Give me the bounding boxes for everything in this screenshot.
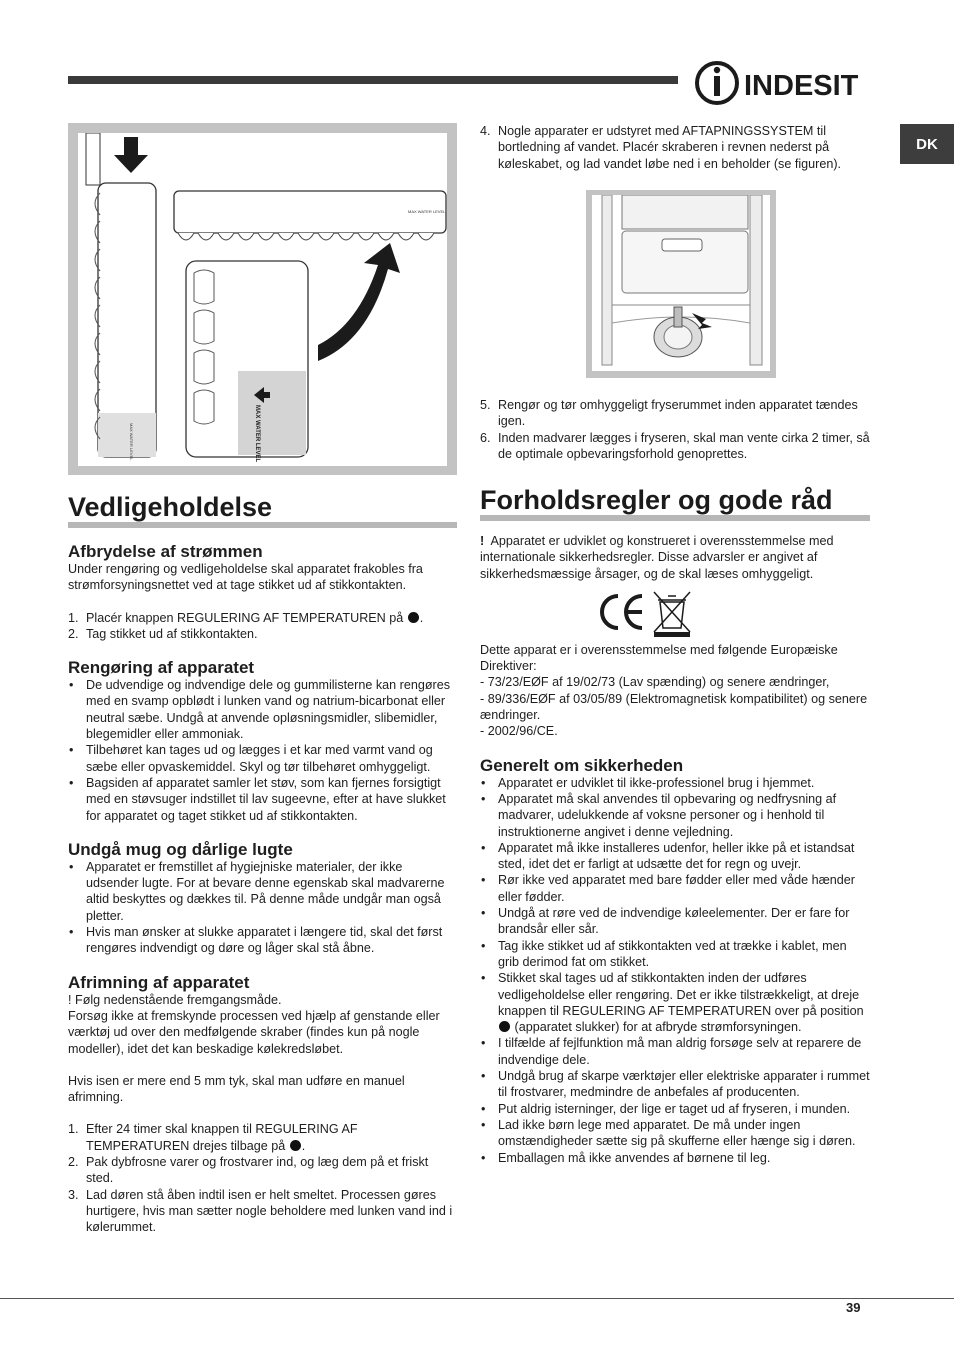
list-item: • Undgå at røre ved de indvendige køleelementer. Der er fare for brandsår eller sår. xyxy=(480,905,870,938)
off-position-icon xyxy=(499,1021,510,1032)
right-steps-5-6 xyxy=(480,397,870,462)
list-defrost-steps xyxy=(68,1121,457,1235)
svg-text:INDESIT: INDESIT xyxy=(744,70,859,102)
svg-text:MAX WATER LEVEL: MAX WATER LEVEL xyxy=(254,405,260,463)
list-general-safety xyxy=(480,775,870,1166)
list-item: • Lad ikke børn lege med apparatet. De må under ingen omstændigheder sætte sig på skufferne eller hænge sig i døren. xyxy=(480,1117,870,1150)
list-item: 5. Rengør og tør omhyggeligt fryserummet inden apparatet tændes igen. xyxy=(480,398,858,429)
heading-general-safety: Generelt om sikkerheden xyxy=(480,755,684,775)
section-title-precautions: Forholdsregler og gode råd xyxy=(480,485,870,521)
ce-weee-marks-icon xyxy=(592,588,702,638)
off-position-icon xyxy=(290,1140,301,1151)
drainage-illustration xyxy=(592,195,770,371)
list-item: • Hvis man ønsker at slukke apparatet i længere tid, skal det først rengøres indvendigt og døre og låger skal stå åbne. xyxy=(68,924,457,957)
figure-ice-tray xyxy=(68,123,457,475)
list-item: 2. Tag stikket ud af stikkontakten. xyxy=(68,626,258,641)
list-mould xyxy=(68,859,457,957)
list-item: • Apparatet er udviklet til ikke-professionel brug i hjemmet. xyxy=(480,775,870,791)
list-item: 1. Efter 24 timer skal knappen til REGULERING AF TEMPERATUREN drejes tilbage på . xyxy=(68,1122,358,1153)
ice-tray-illustration xyxy=(78,133,447,466)
list-item: • Apparatet må ikke installeres udenfor, heller ikke på et istandsat sted, idet det er farligt at udsætte det for regn og uvejr. xyxy=(480,840,870,873)
list-item: • Undgå brug af skarpe værktøjer eller elektriske apparater i rummet til frostvarer, medmindre de anbefales af producenten. xyxy=(480,1068,870,1101)
page-number: 39 xyxy=(846,1300,861,1315)
list-item: • Put aldrig isterninger, der lige er taget ud af fryseren, i munden. xyxy=(480,1101,870,1117)
list-item: • Rør ikke ved apparatet med bare fødder eller med våde hænder eller fødder. xyxy=(480,872,870,905)
list-item: • De udvendige og indvendige dele og gummilisterne kan rengøres med en svamp opblødt i lunken vand og natrium-bicarbonat eller neutral sæbe. Undgå at anvende opløsningsmidler, slibemidler, blegemidler eller ammoniak. xyxy=(68,677,457,742)
list-item: • Apparatet må skal anvendes til opbevaring og nedfrysning af madvarer, udelukkende af voksne personer og i henhold til instruktionerne angivet i denne vejledning. xyxy=(480,791,870,840)
list-item: • Emballagen må ikke anvendes af børnene til leg. xyxy=(480,1150,870,1166)
paragraph-directive: - 2002/96/CE. xyxy=(480,724,558,739)
list-item: 1. Placér knappen REGULERING AF TEMPERATUREN på . xyxy=(68,610,424,625)
paragraph-directive: - 89/336/EØF af 03/05/89 (Elektromagnetisk kompatibilitet) og senere ændringer. xyxy=(480,691,868,723)
list-item: 4. Nogle apparater er udstyret med AFTAPNINGSSYSTEM til bortledning af vandet. Placér skraberen i revnen nederst på køleskabet, og lad vandet løbe ned i en beholder (se figuren). xyxy=(480,124,842,171)
left-column xyxy=(68,492,457,1236)
right-column-precautions xyxy=(480,485,870,1166)
heading-cleaning: Rengøring af apparatet xyxy=(68,658,255,678)
paragraph-defrost-warning: Forsøg ikke at fremskynde processen ved hjælp af genstande eller værktøj ud over den medfølgende skraber (findes kun på nogle modeller), idet det kan beskadige kølekredsløbet. xyxy=(68,1008,440,1056)
off-position-icon xyxy=(408,612,419,623)
paragraph-power-off: Under rengøring og vedligeholdelse skal apparatet frakobles fra strømforsyningsnettet ved at tage stikket ud af stikkontakten. xyxy=(68,562,423,593)
language-tab: DK xyxy=(900,124,954,164)
list-power-off xyxy=(68,610,457,643)
right-step-4 xyxy=(480,123,870,172)
heading-defrost: Afrimning af apparatet xyxy=(68,972,250,992)
svg-text:MAX WATER LEVEL: MAX WATER LEVEL xyxy=(408,209,446,214)
list-item: • I tilfælde af fejlfunktion må man aldrig forsøge selv at reparere de indvendige dele. xyxy=(480,1035,870,1068)
list-item: 3. Lad døren stå åben indtil isen er helt smeltet. Processen gøres hurtigere, hvis man sætter nogle beholdere med lunken vand ind i kølerummet. xyxy=(68,1187,453,1235)
section-title-maintenance: Vedligeholdelse xyxy=(68,492,457,528)
list-item: • Stikket skal tages ud af stikkontakten inden der udføres vedligeholdelse eller rengøring. Det er ikke tilstrækkeligt, at dreje knappen til REGULERING AF TEMPERATUREN over på position (apparatet slukker) for at afbryde strømforsyningen. xyxy=(480,970,870,1035)
list-item: • Tilbehøret kan tages ud og lægges i et kar med varmt vand og sæbe eller opvaskemiddel. Skyl og tør tilbehøret omhyggeligt. xyxy=(68,742,457,775)
header-rule xyxy=(68,76,678,84)
paragraph-directives: Dette apparat er i overensstemmelse med følgende Europæiske Direktiver: xyxy=(480,642,838,674)
heading-power-off: Afbrydelse af strømmen xyxy=(68,542,263,561)
list-item: • Bagsiden af apparatet samler let støv, som kan fjernes forsigtigt med en støvsuger indstillet til lav sugeevne, efter at have slukket for apparatet og taget stikket ud af stikkontakten. xyxy=(68,775,457,824)
paragraph-directive: - 73/23/EØF af 19/02/73 (Lav spænding) og senere ændringer, xyxy=(480,675,830,690)
paragraph-precautions-intro: ! Apparatet er udviklet og konstrueret i overensstemmelse med internationale sikkerhedsregler. Disse advarsler er angivet af sikkerhedsmæssige årsager, og de skal læses omhyggeligt. xyxy=(480,534,834,581)
list-cleaning xyxy=(68,677,457,824)
svg-text:MAX WATER LEVEL: MAX WATER LEVEL xyxy=(129,423,134,461)
indesit-logo xyxy=(692,60,870,106)
paragraph-defrost-note: ! Følg nedenstående fremgangsmåde. xyxy=(68,992,282,1007)
list-item: • Tag ikke stikket ud af stikkontakten ved at trække i kablet, men grib derimod fat om stikket. xyxy=(480,938,870,971)
list-item: 6. Inden madvarer lægges i fryseren, skal man vente cirka 2 timer, så de optimale opbevaringsforhold genoprettes. xyxy=(480,430,870,461)
paragraph-defrost-manual: Hvis isen er mere end 5 mm tyk, skal man udføre en manuel afrimning. xyxy=(68,1073,405,1105)
list-item: • Apparatet er fremstillet af hygiejniske materialer, der ikke udsender lugte. For at bevare denne egenskab skal madvarerne altid beskyttes og dækkes til. På denne måde undgår man også pletter. xyxy=(68,859,457,924)
footer-rule xyxy=(0,1298,954,1299)
figure-drainage xyxy=(586,190,776,378)
heading-mould: Undgå mug og dårlige lugte xyxy=(68,839,293,859)
list-item: 2. Pak dybfrosne varer og frostvarer ind, og læg dem på et friskt sted. xyxy=(68,1155,429,1186)
